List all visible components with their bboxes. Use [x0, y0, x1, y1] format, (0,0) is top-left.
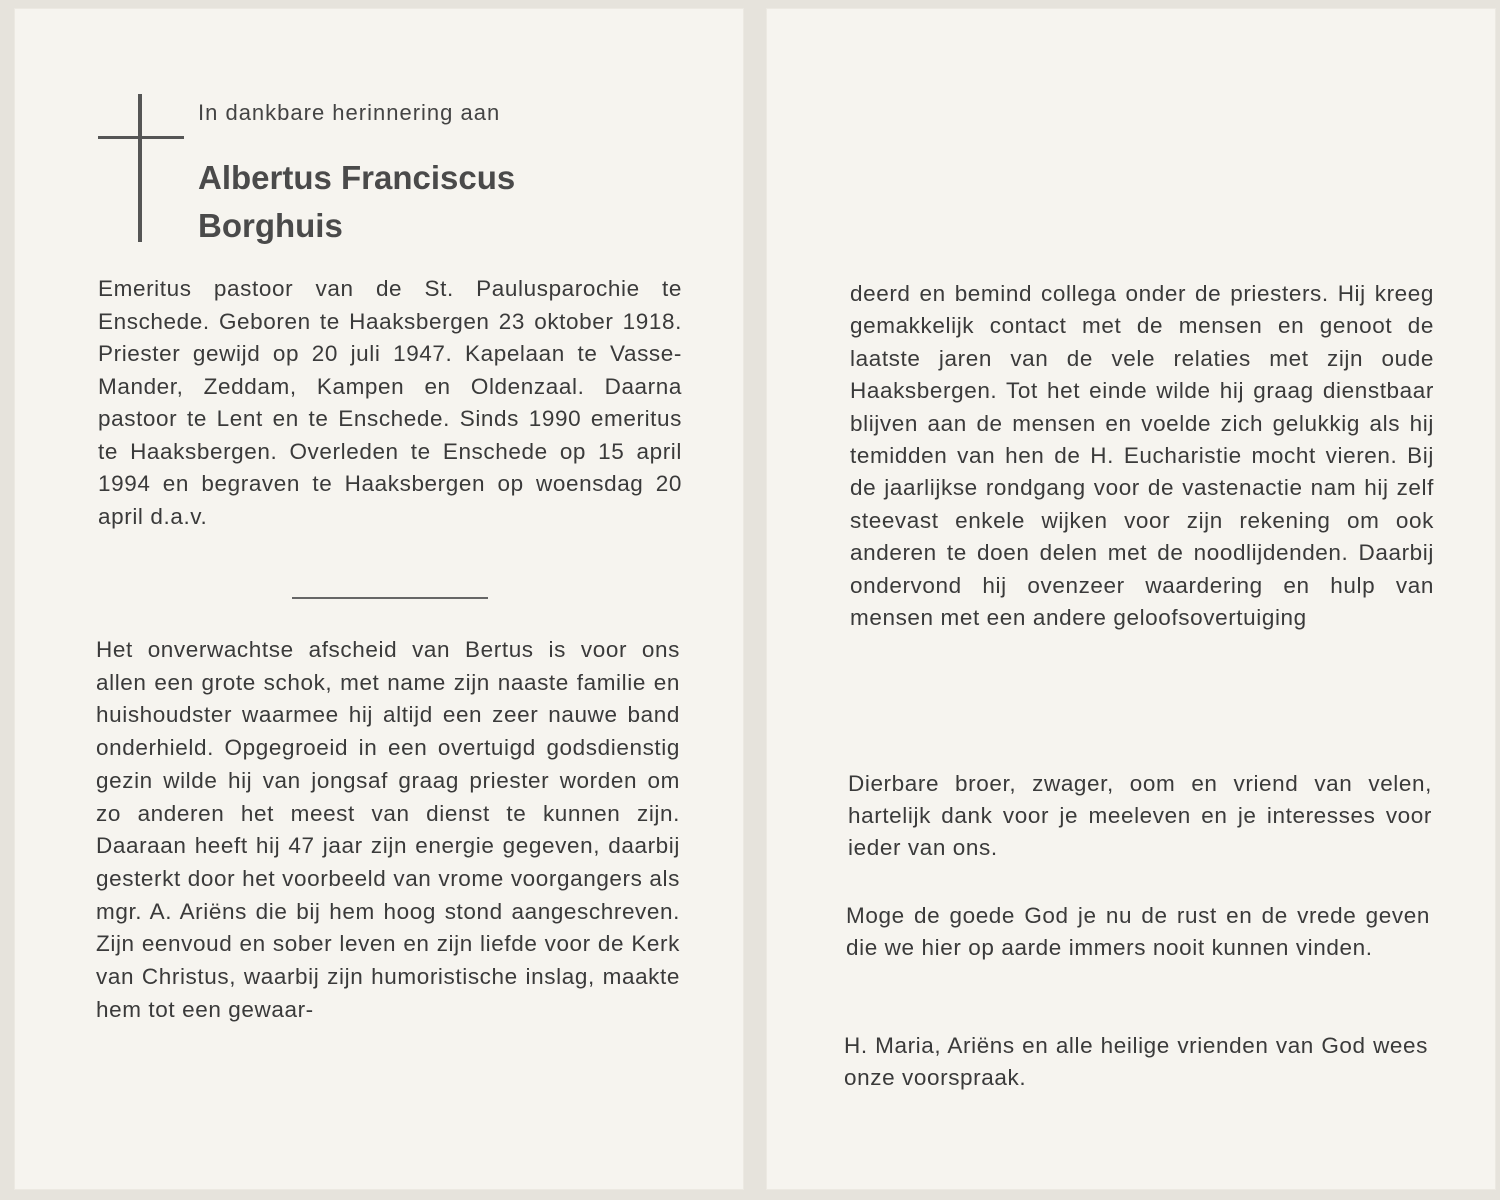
memorial-card-left-page	[14, 8, 744, 1190]
section-divider	[292, 597, 488, 599]
name-line-2: Borghuis	[198, 207, 343, 244]
name-line-1: Albertus Franciscus	[198, 159, 516, 196]
cross-icon-bar	[98, 136, 184, 139]
memorial-card-right-page	[766, 8, 1496, 1190]
blessing-paragraph: Moge de goede God je nu de rust en de vrede geven die we hier op aarde immers nooit kunnen vinden.	[846, 903, 1430, 960]
intro-text: In dankbare herinnering aan	[198, 100, 501, 125]
deceased-name	[198, 154, 515, 250]
cross-icon	[138, 94, 142, 242]
tribute-paragraph: Het onverwachtse afscheid van Bertus is voor ons allen een grote schok, met name zijn naaste familie en huishoudster waarmee hij altijd een zeer nauwe band onderhield. Opgegroeid in een overtuigd godsdienstig gezin wilde hij van jongsaf graag priester worden om zo anderen het meest van dienst te kunnen zijn. Daaraan heeft hij 47 jaar zijn energie gegeven, daarbij gesterkt door het voorbeeld van vrome voorgangers als mgr. A. Ariëns die bij hem hoog stond aangeschreven. Zijn eenvoud en sober leven en zijn liefde voor de Kerk van Christus, waarbij zijn humoristische inslag, maakte hem tot een gewaar-	[96, 637, 680, 1022]
farewell-paragraph: Dierbare broer, zwager, oom en vriend van velen, hartelijk dank voor je meeleven en je interesses voor ieder van ons.	[848, 771, 1432, 860]
tribute-continuation-paragraph: deerd en bemind collega onder de priesters. Hij kreeg gemakkelijk contact met de mensen en genoot de laatste jaren van de vele relaties met zijn oude Haaksbergen. Tot het einde wilde hij graag dienstbaar blijven aan de mensen en voelde zich gelukkig als hij temidden van hen de H. Eucharistie mocht vieren. Bij de jaarlijkse rondgang voor de vastenactie nam hij zelf steevast enkele wijken voor zijn rekening om ook anderen te doen delen met de noodlijdenden. Daarbij ondervond hij ovenzeer waardering en hulp van mensen met een andere geloofsovertuiging	[850, 281, 1434, 631]
prayer-paragraph: H. Maria, Ariëns en alle heilige vrienden van God wees onze voorspraak.	[844, 1033, 1428, 1090]
biography-paragraph: Emeritus pastoor van de St. Paulusparochie te Enschede. Geboren te Haaksbergen 23 oktober 1918. Priester gewijd op 20 juli 1947. Kapelaan te Vasse-Mander, Zeddam, Kampen en Oldenzaal. Daarna pastoor te Lent en te Enschede. Sinds 1990 emeritus te Haaksbergen. Overleden te Enschede op 15 april 1994 en begraven te Haaksbergen op woensdag 20 april d.a.v.	[98, 276, 682, 529]
